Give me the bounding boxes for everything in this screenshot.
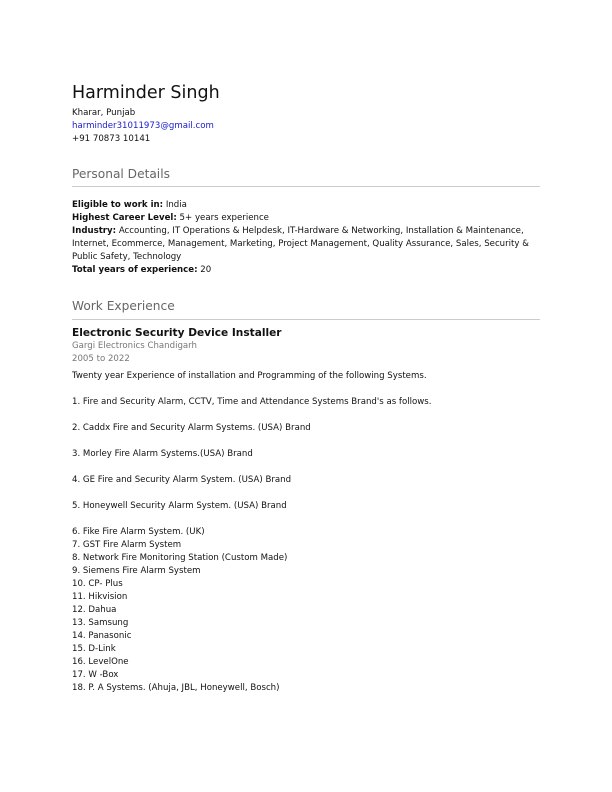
list-item: 16. LevelOne <box>72 657 129 667</box>
list-item: 3. Morley Fire Alarm Systems.(USA) Brand <box>72 449 253 459</box>
personal-details <box>72 199 542 277</box>
job-intro: Twenty year Experience of installation and Programming of the following Systems. <box>72 371 427 381</box>
section-divider <box>72 319 540 320</box>
list-item: 12. Dahua <box>72 605 117 615</box>
list-item: 15. D-Link <box>72 644 116 654</box>
list-item: 10. CP- Plus <box>72 579 123 589</box>
list-item: 18. P. A Systems. (Ahuja, JBL, Honeywell, Bosch) <box>72 683 280 693</box>
detail-value: 5+ years experience <box>179 213 269 223</box>
detail-field <box>72 225 542 264</box>
list-item: 17. W -Box <box>72 670 119 680</box>
list-item: 14. Panasonic <box>72 631 132 641</box>
candidate-name: Harminder Singh <box>72 83 220 103</box>
list-item: 8. Network Fire Monitoring Station (Custom Made) <box>72 553 288 563</box>
list-item: 7. GST Fire Alarm System <box>72 540 182 550</box>
detail-field <box>72 212 542 225</box>
job-dates: 2005 to 2022 <box>72 354 130 364</box>
list-item: 1. Fire and Security Alarm, CCTV, Time and Attendance Systems Brand's as follows. <box>72 397 432 407</box>
list-item: 6. Fike Fire Alarm System. (UK) <box>72 527 205 537</box>
job-title: Electronic Security Device Installer <box>72 327 282 339</box>
list-item: 4. GE Fire and Security Alarm System. (USA) Brand <box>72 475 292 485</box>
detail-label: Total years of experience: <box>72 265 198 275</box>
contact-info <box>72 107 214 146</box>
spaced-list <box>72 396 432 526</box>
phone: +91 70873 10141 <box>72 134 151 144</box>
email-link[interactable]: harminder31011973@gmail.com <box>72 121 214 131</box>
detail-value: 20 <box>200 265 212 275</box>
list-item: 13. Samsung <box>72 618 129 628</box>
detail-label: Highest Career Level: <box>72 213 177 223</box>
company: Gargi Electronics Chandigarh <box>72 341 198 351</box>
detail-label: Industry: <box>72 226 117 236</box>
location: Kharar, Punjab <box>72 108 136 118</box>
compact-list <box>72 526 287 695</box>
detail-field <box>72 264 542 277</box>
detail-value: India <box>165 200 187 210</box>
list-item: 11. Hikvision <box>72 592 128 602</box>
list-item: 2. Caddx Fire and Security Alarm Systems. (USA) Brand <box>72 423 311 433</box>
list-item: 5. Honeywell Security Alarm System. (USA) Brand <box>72 501 287 511</box>
section-divider <box>72 186 540 187</box>
detail-label: Eligible to work in: <box>72 200 164 210</box>
detail-field <box>72 199 542 212</box>
work-experience-heading: Work Experience <box>72 299 175 313</box>
detail-value: Accounting, IT Operations & Helpdesk, IT-Hardware & Networking, Installation & Maintenance, Internet, Ecommerce, Management, Marketing, Project Management, Quality Assurance, Sales, Security & Public Safety, Technology <box>72 226 529 262</box>
personal-details-heading: Personal Details <box>72 167 170 181</box>
list-item: 9. Siemens Fire Alarm System <box>72 566 201 576</box>
